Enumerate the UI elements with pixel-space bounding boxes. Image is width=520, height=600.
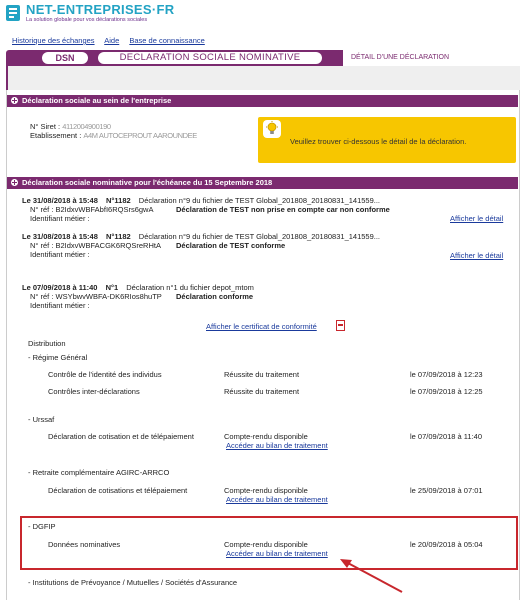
etablissement-label: Etablissement : (30, 131, 82, 140)
entry-description: Déclaration n°9 du fichier de TEST Global_201808_20180831_141559... (138, 232, 381, 241)
bilan-traitement-link[interactable]: Accéder au bilan de traitement (226, 495, 328, 504)
distribution-row-status: Réussite du traitement (224, 387, 300, 396)
brand-name: NET-ENTREPRISES·FR (26, 2, 175, 17)
bilan-traitement-link-dgfip[interactable]: Accéder au bilan de traitement (226, 549, 328, 558)
declaration-entry-3 (22, 283, 254, 292)
distribution-row-status: Réussite du traitement (224, 370, 300, 379)
distribution-row-status: Compte-rendu disponible (224, 540, 308, 549)
info-message-text: Veuillez trouver ci-dessous le détail de la déclaration. (290, 137, 467, 146)
siret-label: N° Siret : (30, 122, 61, 131)
entry-date: Le 31/08/2018 à 15:48 (22, 196, 98, 205)
distribution-row-date: le 07/09/2018 à 12:23 (410, 370, 483, 379)
siret-row (30, 122, 111, 131)
entry-date: Le 07/09/2018 à 11:40 (22, 283, 98, 292)
entry-identifiant: Identifiant métier : (30, 214, 90, 223)
entry-status: Déclaration de TEST conforme (176, 241, 286, 250)
group-dgfip: - DGFIP (28, 522, 56, 531)
declaration-entry-1 (22, 196, 380, 205)
entry-reference: N° réf : B2IdxvWBFAbfI6RQSrs6gwA (30, 205, 154, 214)
entry-date: Le 31/08/2018 à 15:48 (22, 232, 98, 241)
show-detail-link[interactable]: Afficher le détail (450, 214, 504, 223)
distribution-row-status: Compte-rendu disponible (224, 432, 308, 441)
link-base-connaissance[interactable]: Base de connaissance (129, 36, 205, 45)
section-title: Déclaration sociale nominative pour l'échéance du 15 Septembre 2018 (22, 178, 273, 187)
group-institutions-prevoyance: - Institutions de Prévoyance / Mutuelles / Sociétés d'Assurance (28, 578, 238, 587)
section-header-echeance[interactable] (7, 177, 518, 189)
collapse-icon[interactable] (11, 179, 18, 186)
entry-reference: N° réf : WSYbwvWBFA-DK6RIos8huTP (30, 292, 162, 301)
bilan-traitement-link[interactable]: Accéder au bilan de traitement (226, 441, 328, 450)
distribution-label: Distribution (28, 339, 66, 348)
certificate-link[interactable]: Afficher le certificat de conformité (206, 322, 317, 331)
etablissement-row (30, 131, 197, 140)
show-detail-link[interactable]: Afficher le détail (450, 251, 504, 260)
entry-description: Déclaration n°1 du fichier depot_mtom (126, 283, 254, 292)
tab-detail-declaration: DÉTAIL D'UNE DÉCLARATION (342, 50, 518, 66)
distribution-row-label: Contrôles inter-déclarations (48, 387, 140, 396)
tab-dsn[interactable]: DSN (42, 52, 88, 64)
net-entreprises-logo-icon (5, 4, 21, 22)
entry-description: Déclaration n°9 du fichier de TEST Global_201808_20180831_141559... (138, 196, 381, 205)
subheader-bar (6, 66, 520, 90)
distribution-row-date: le 07/09/2018 à 12:25 (410, 387, 483, 396)
group-agirc-arrco: - Retraite complémentaire AGIRC-ARRCO (28, 468, 170, 477)
distribution-row-date: le 07/09/2018 à 11:40 (410, 432, 483, 441)
distribution-row-label: Déclaration de cotisations et télépaiement (48, 486, 188, 495)
link-historique[interactable]: Historique des échanges (12, 36, 95, 45)
siret-value: 4112004900190 (62, 122, 111, 131)
tab-declaration-sociale-nominative[interactable]: DECLARATION SOCIALE NOMINATIVE (98, 52, 322, 64)
group-urssaf: - Urssaf (28, 415, 55, 424)
etablissement-value: A4M AUTOCEPROUT AAROUNDEE (83, 131, 197, 140)
entry-status: Déclaration de TEST non prise en compte car non conforme (176, 205, 390, 214)
collapse-icon[interactable] (11, 97, 18, 104)
top-links (12, 36, 213, 45)
entry-identifiant: Identifiant métier : (30, 250, 90, 259)
entry-number: N°1 (105, 283, 119, 292)
group-regime-general: - Régime Général (28, 353, 88, 362)
distribution-row-status: Compte-rendu disponible (224, 486, 308, 495)
annotation-arrow-icon (330, 556, 410, 596)
entry-number: N°1182 (106, 232, 131, 241)
distribution-row-label: Données nominatives (48, 540, 121, 549)
distribution-row-label: Contrôle de l'identité des individus (48, 370, 162, 379)
distribution-row-date: le 20/09/2018 à 05:04 (410, 540, 483, 549)
lightbulb-icon (263, 120, 281, 138)
declaration-entry-2 (22, 232, 380, 241)
pdf-icon[interactable] (336, 320, 345, 331)
link-aide[interactable]: Aide (104, 36, 120, 45)
distribution-row-date: le 25/09/2018 à 07:01 (410, 486, 483, 495)
distribution-row-label: Déclaration de cotisation et de télépaiement (48, 432, 194, 441)
entry-reference: N° réf : B2IdxvWBFACGK6RQSreRHtA (30, 241, 161, 250)
entry-number: N°1182 (106, 196, 131, 205)
entry-identifiant: Identifiant métier : (30, 301, 90, 310)
section-title: Déclaration sociale au sein de l'entreprise (22, 96, 172, 105)
brand-tagline: La solution globale pour vos déclarations sociales (26, 17, 148, 23)
section-header-entreprise[interactable] (7, 95, 518, 107)
entry-status: Déclaration conforme (176, 292, 254, 301)
